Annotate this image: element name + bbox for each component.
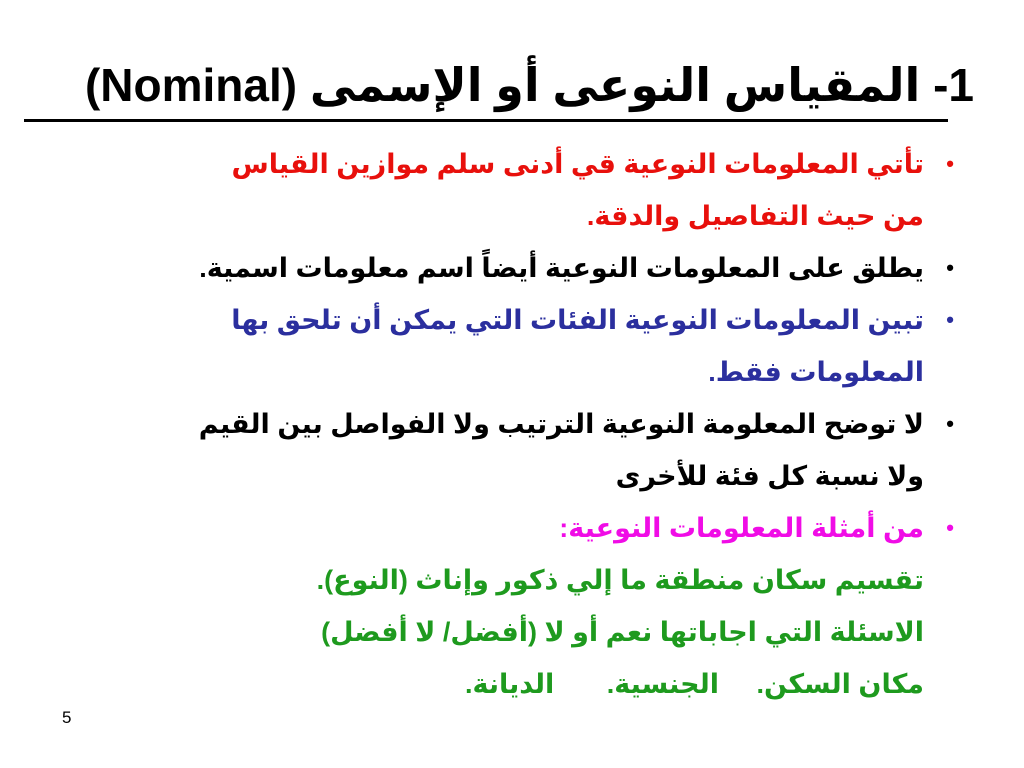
example-line-3: مكان السكن. الجنسية. الديانة. [464,669,924,699]
title-underline [24,119,948,122]
bullet-item-4 [72,398,952,502]
bullet-1-line-2: من حيث التفاصيل والدقة. [586,201,924,231]
examples-block [72,554,924,710]
bullet-3-line-1: تبين المعلومات النوعية الفئات التي يمكن أن تلحق بها [231,305,924,335]
bullet-5-line-1: من أمثلة المعلومات النوعية: [559,513,924,543]
bullet-dot: • [946,307,954,332]
bullet-item-1 [72,138,952,242]
bullet-item-5 [72,502,952,710]
bullet-3-line-2: المعلومات فقط. [708,357,924,387]
slide-title [24,58,974,112]
example-line-1: تقسيم سكان منطقة ما إلي ذكور وإناث (النوع). [316,565,924,595]
bullet-dot: • [946,255,954,280]
slide-content [72,138,952,710]
bullet-item-2 [72,242,952,294]
bullet-dot: • [946,515,954,540]
slide-title-english: (Nominal) [84,59,298,111]
bullet-1-line-1: تأتي المعلومات النوعية قي أدنى سلم موازين القياس [231,149,924,179]
bullet-item-3 [72,294,952,398]
bullet-2-line-1: يطلق على المعلومات النوعية أيضاً اسم معلومات اسمية. [199,253,924,283]
page-number: 5 [62,708,72,727]
bullet-dot: • [946,151,954,176]
slide-title-arabic: 1- المقياس النوعى أو الإسمى [309,59,974,111]
bullet-dot: • [946,411,954,436]
bullet-4-line-2: ولا نسبة كل فئة للأخرى [615,461,924,491]
bullet-4-line-1: لا توضح المعلومة النوعية الترتيب ولا الفواصل بين القيم [198,409,924,439]
example-line-2: الاسئلة التي اجاباتها نعم أو لا (أفضل/ لا أفضل) [321,617,924,647]
